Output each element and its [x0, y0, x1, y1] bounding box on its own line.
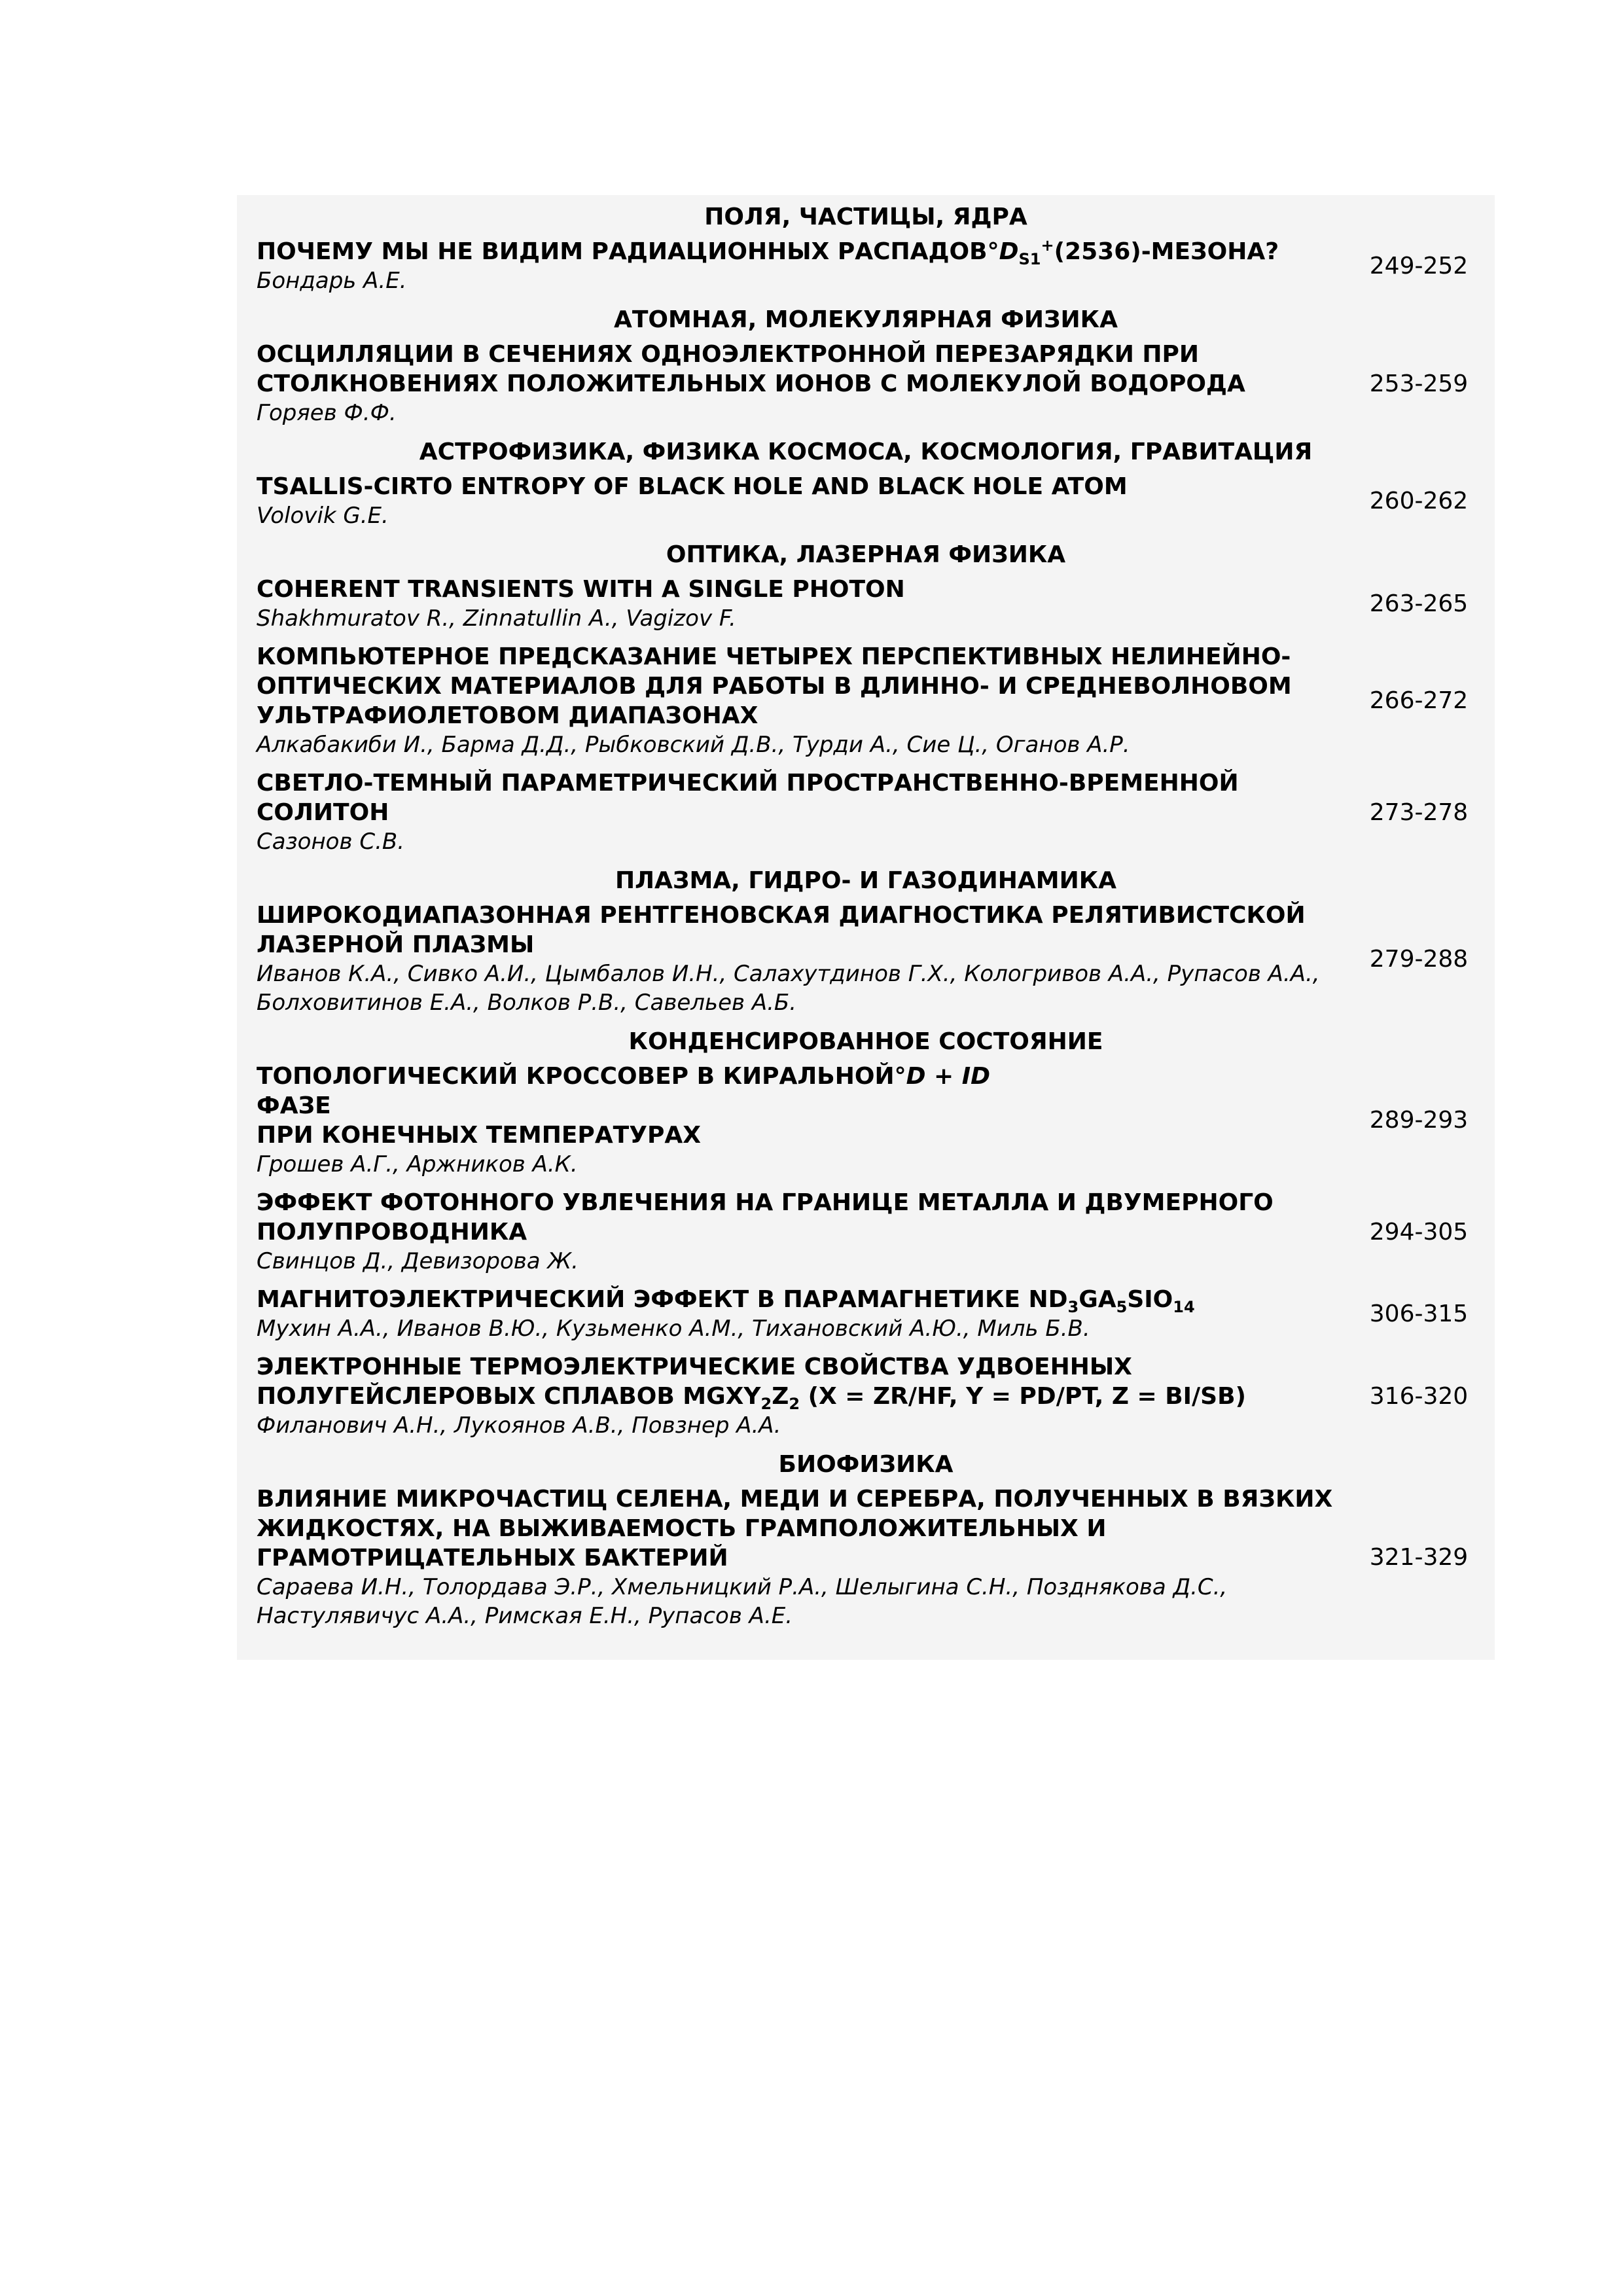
toc-entry: [257, 1484, 1475, 1640]
entry-title-line: ПРИ КОНЕЧНЫХ ТЕМПЕРАТУРАХ: [257, 1122, 701, 1149]
entry-pages: 316-320: [1369, 1382, 1469, 1410]
section-heading: ПЛАЗМА, ГИДРО- И ГАЗОДИНАМИКА: [615, 867, 1117, 894]
title-superscript: +: [1041, 236, 1054, 255]
entry-body: [257, 1352, 1336, 1440]
entry-authors: Грошев А.Г., Аржников А.К.: [257, 1151, 578, 1177]
entry-title-line: ЭЛЕКТРОННЫЕ ТЕРМОЭЛЕКТРИЧЕСКИЕ СВОЙСТВА УДВОЕННЫХ: [257, 1354, 1132, 1380]
toc-entry: [257, 1188, 1475, 1285]
section-heading: АСТРОФИЗИКА, ФИЗИКА КОСМОСА, КОСМОЛОГИЯ, ГРАВИТАЦИЯ: [419, 439, 1313, 465]
entry-title-line: ГРАМОТРИЦАТЕЛЬНЫХ БАКТЕРИЙ: [257, 1545, 728, 1571]
entry-authors: Сазонов С.В.: [257, 829, 405, 855]
entry-title-line: КОМПЬЮТЕРНОЕ ПРЕДСКАЗАНИЕ ЧЕТЫРЕХ ПЕРСПЕКТИВНЫХ НЕЛИНЕЙНО-: [257, 643, 1291, 670]
entry-title-line: [257, 1062, 1336, 1121]
entry-authors: Горяев Ф.Ф.: [257, 400, 397, 426]
title-subscript: 3: [1067, 1298, 1079, 1317]
entry-body: [257, 642, 1336, 759]
title-text: ПОЧЕМУ МЫ НЕ ВИДИМ РАДИАЦИОННЫХ РАСПАДОВ°: [257, 238, 999, 265]
section-heading: АТОМНАЯ, МОЛЕКУЛЯРНАЯ ФИЗИКА: [614, 306, 1118, 333]
entry-pages: 263-265: [1369, 590, 1469, 617]
entry-title-line: СТОЛКНОВЕНИЯХ ПОЛОЖИТЕЛЬНЫХ ИОНОВ С МОЛЕКУЛОЙ ВОДОРОДА: [257, 370, 1245, 397]
entry-body: [257, 1188, 1336, 1276]
entry-body: [257, 340, 1336, 427]
entry-body: [257, 1285, 1336, 1343]
entry-body: [257, 1062, 1336, 1179]
section-heading: ПОЛЯ, ЧАСТИЦЫ, ЯДРА: [704, 204, 1027, 230]
title-subscript: 14: [1173, 1298, 1195, 1317]
title-subscript: S1: [1018, 250, 1041, 269]
title-text: ФАЗЕ: [257, 1092, 331, 1119]
entry-title-line: ЛАЗЕРНОЙ ПЛАЗМЫ: [257, 931, 535, 958]
toc-entry: [257, 1352, 1475, 1449]
entry-title-line: TSALLIS-CIRTO ENTROPY OF BLACK HOLE AND BLACK HOLE ATOM: [257, 473, 1128, 500]
entry-body: [257, 575, 1336, 633]
toc-entry: [257, 768, 1475, 865]
toc-entry: [257, 642, 1475, 768]
section-heading: БИОФИЗИКА: [778, 1451, 954, 1478]
entry-title-line: COHERENT TRANSIENTS WITH A SINGLE PHOTON: [257, 576, 905, 603]
entry-authors-line: Иванов К.А., Сивко А.И., Цымбалов И.Н., Салахутдинов Г.Х., Кологривов А.А., Рупасов А.А.,: [257, 961, 1320, 987]
entry-authors: Volovik G.E.: [257, 503, 389, 529]
toc-entry: [257, 340, 1475, 437]
entry-title-line: ВЛИЯНИЕ МИКРОЧАСТИЦ СЕЛЕНА, МЕДИ И СЕРЕБРА, ПОЛУЧЕННЫХ В ВЯЗКИХ: [257, 1486, 1333, 1513]
title-text: Z: [772, 1383, 789, 1410]
entry-authors-line: Настулявичус А.А., Римская Е.Н., Рупасов А.Е.: [257, 1603, 793, 1629]
entry-pages: 306-315: [1369, 1300, 1469, 1327]
toc-entry: [257, 1285, 1475, 1352]
entry-pages: 266-272: [1369, 687, 1469, 714]
title-text: SIO: [1127, 1286, 1173, 1313]
entry-title-line: ЭФФЕКТ ФОТОННОГО УВЛЕЧЕНИЯ НА ГРАНИЦЕ МЕТАЛЛА И ДВУМЕРНОГО: [257, 1189, 1274, 1216]
entry-pages: 260-262: [1369, 488, 1469, 514]
entry-pages: 294-305: [1369, 1218, 1469, 1246]
entry-title-line: ШИРОКОДИАПАЗОННАЯ РЕНТГЕНОВСКАЯ ДИАГНОСТИКА РЕЛЯТИВИСТСКОЙ: [257, 902, 1306, 929]
title-text: GA: [1079, 1286, 1116, 1313]
entry-title-line: ОСЦИЛЛЯЦИИ В СЕЧЕНИЯХ ОДНОЭЛЕКТРОННОЙ ПЕРЕЗАРЯДКИ ПРИ: [257, 341, 1200, 368]
entry-title-line: [257, 1382, 1336, 1414]
entry-title-line: УЛЬТРАФИОЛЕТОВОМ ДИАПАЗОНАХ: [257, 702, 758, 729]
entry-title-line: ОПТИЧЕСКИХ МАТЕРИАЛОВ ДЛЯ РАБОТЫ В ДЛИННО- И СРЕДНЕВОЛНОВОМ: [257, 673, 1292, 700]
table-of-contents: [237, 195, 1495, 1660]
entry-authors-line: Сараева И.Н., Толордава Э.Р., Хмельницкий Р.А., Шелыгина С.Н., Позднякова Д.С.,: [257, 1574, 1228, 1600]
entry-authors: Мухин А.А., Иванов В.Ю., Кузьменко А.М., Тихановский А.Ю., Миль Б.В.: [257, 1316, 1090, 1342]
entry-body: [257, 237, 1336, 295]
entry-title-line: СВЕТЛО-ТЕМНЫЙ ПАРАМЕТРИЧЕСКИЙ ПРОСТРАНСТВЕННО-ВРЕМЕННОЙ СОЛИТОН: [257, 770, 1239, 826]
entry-pages: 289-293: [1369, 1107, 1469, 1134]
title-subscript: 2: [760, 1395, 772, 1414]
entry-authors: Shakhmuratov R., Zinnatullin A., Vagizov F.: [257, 605, 736, 632]
title-text: (X = ZR/HF, Y = PD/PT, Z = BI/SB): [800, 1383, 1246, 1410]
entry-pages: 253-259: [1369, 370, 1469, 397]
toc-entry: [257, 575, 1475, 642]
title-text: (2536)-МЕЗОНА?: [1054, 238, 1279, 265]
entry-authors: Бондарь А.Е.: [257, 268, 407, 294]
toc-entry: [257, 901, 1475, 1026]
entry-title-line: ПОЛУПРОВОДНИКА: [257, 1219, 527, 1246]
title-subscript: 2: [789, 1395, 800, 1414]
entry-body: [257, 901, 1336, 1017]
entry-authors-line: Болховитинов Е.А., Волков Р.В., Савельев А.Б.: [257, 990, 797, 1016]
title-formula: D + ID: [906, 1063, 990, 1090]
title-text: ТОПОЛОГИЧЕСКИЙ КРОССОВЕР В КИРАЛЬНОЙ°: [257, 1063, 906, 1090]
entry-body: [257, 1484, 1336, 1630]
entry-title: [257, 236, 1336, 269]
entry-authors: Свинцов Д., Девизорова Ж.: [257, 1248, 579, 1274]
entry-authors: Алкабакиби И., Барма Д.Д., Рыбковский Д.В., Турди А., Сие Ц., Оганов А.Р.: [257, 732, 1130, 758]
entry-body: [257, 768, 1336, 856]
entry-pages: 279-288: [1369, 945, 1469, 973]
entry-body: [257, 472, 1336, 530]
entry-title: [257, 1285, 1336, 1317]
title-text: МАГНИТОЭЛЕКТРИЧЕСКИЙ ЭФФЕКТ В ПАРАМАГНЕТИКЕ ND: [257, 1286, 1068, 1313]
section-heading: КОНДЕНСИРОВАННОЕ СОСТОЯНИЕ: [628, 1028, 1103, 1055]
title-formula: D: [999, 238, 1019, 265]
toc-entry: [257, 237, 1475, 304]
toc-entry: [257, 472, 1475, 539]
entry-pages: 273-278: [1369, 798, 1469, 826]
toc-entry: [257, 1062, 1475, 1188]
entry-pages: 321-329: [1369, 1544, 1469, 1571]
entry-authors: Филанович А.Н., Лукоянов А.В., Повзнер А.А.: [257, 1412, 781, 1439]
title-text: ПОЛУГЕЙСЛЕРОВЫХ СПЛАВОВ MGXY: [257, 1383, 761, 1410]
entry-title-line: ЖИДКОСТЯХ, НА ВЫЖИВАЕМОСТЬ ГРАМПОЛОЖИТЕЛЬНЫХ И: [257, 1515, 1107, 1542]
entry-pages: 249-252: [1369, 253, 1469, 279]
title-subscript: 5: [1116, 1298, 1128, 1317]
section-heading: ОПТИКА, ЛАЗЕРНАЯ ФИЗИКА: [666, 541, 1066, 568]
